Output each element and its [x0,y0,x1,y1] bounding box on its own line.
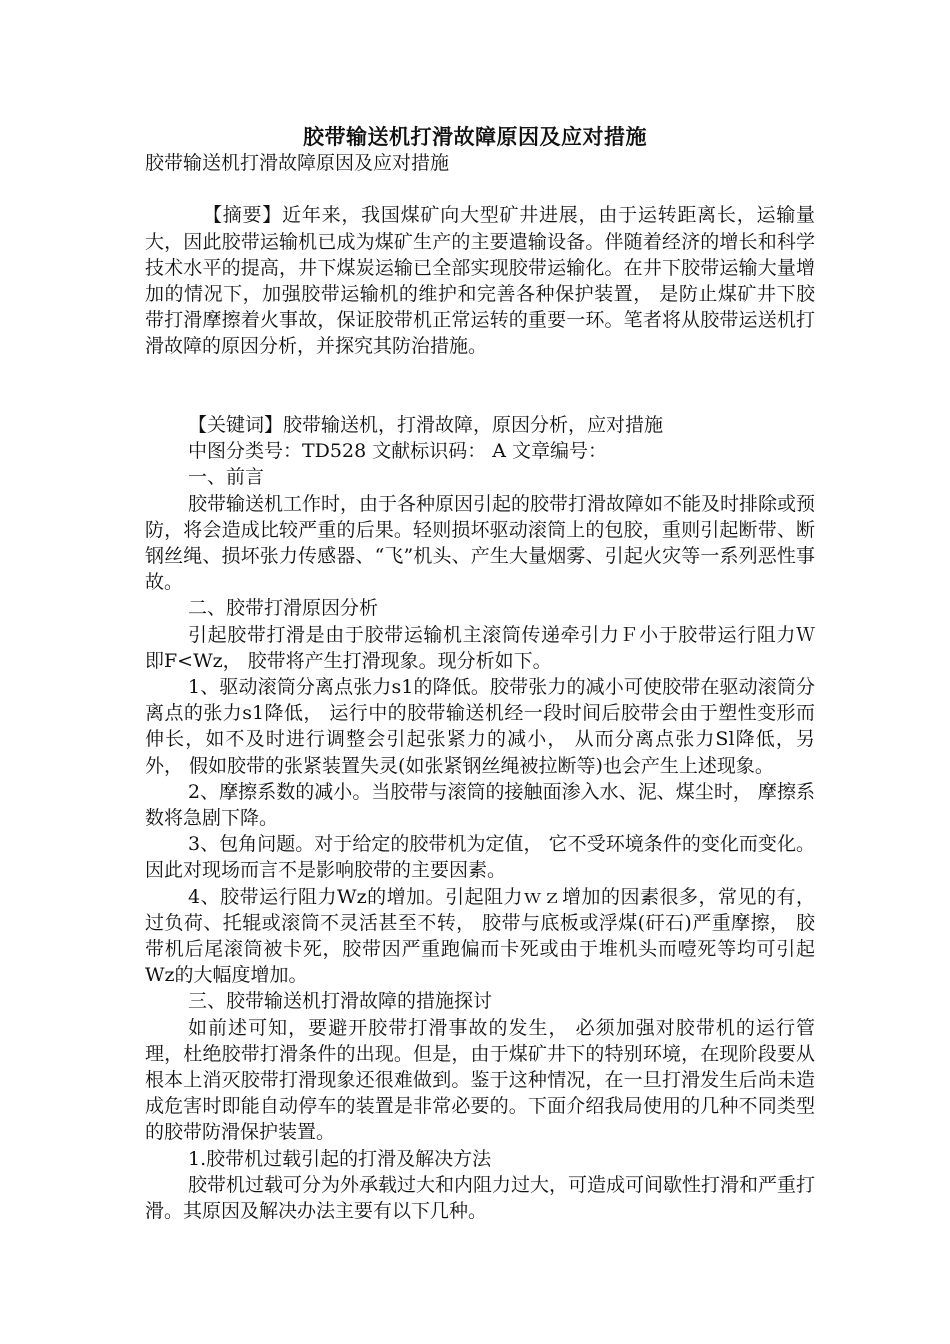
document-body [145,150,815,1224]
keywords-line: 【关键词】胶带输送机，打滑故障，原因分析，应对措施 [188,413,664,436]
section-heading-intro: 一、前言 [188,466,265,489]
document-title: 胶带输送机打滑故障原因及应对措施 [303,124,647,149]
section-heading-cause: 二、胶带打滑原因分析 [188,597,379,620]
paragraph: 引起胶带打滑是由于胶带运输机主滚筒传递牵引力Ｆ小于胶带运行阻力Ｗ 即F<Wz， 胶带将产生打滑现象。现分析如下。 [145,623,815,672]
blank-line [145,360,815,386]
paragraph: 如前述可知，要避开胶带打滑事故的发生， 必须加强对胶带机的运行管理，杜绝胶带打滑条件的出现。但是，由于煤矿井下的特别环境，在现阶段要从根本上消灭胶带打滑现象还很难做到。鉴于这种情况，在一旦打滑发生后尚未造成危害时即能自动停车的装置是非常必要的。下面介绍我局使用的几种不同类型的胶带防滑保护装置。 [145,1016,815,1144]
classification-line: 中图分类号：TD528 文献标识码： A 文章编号： [188,440,608,463]
document-subtitle: 胶带输送机打滑故障原因及应对措施 [145,152,450,174]
paragraph: 4、胶带运行阻力Wz的增加。引起阻力ｗｚ增加的因素很多，常见的有， 过负荷、托辊或滚筒不灵活甚至不转， 胶带与底板或浮煤(矸石)严重摩擦， 胶带机后尾滚筒被卡死，胶带因严重跑偏而卡死或由于堆机头而噎死等均可引起Wz的大幅度增加。 [145,885,815,987]
paragraph: 3、包角问题。对于给定的胶带机为定值， 它不受环境条件的变化而变化。因此对现场而言不是影响胶带的主要因素。 [145,833,815,882]
section-heading-measures: 三、胶带输送机打滑故障的措施探讨 [188,990,493,1013]
blank-line [145,176,815,202]
paragraph: 2、摩擦系数的减小。当胶带与滚筒的接触面渗入水、泥、煤尘时， 摩擦系数将急剧下降。 [145,780,815,830]
paragraph: 1、驱动滚筒分离点张力s1的降低。胶带张力的减小可使胶带在驱动滚筒分离点的张力s1降低， 运行中的胶带输送机经一段时间后胶带会由于塑性变形而伸长，如不及时进行调整会引起张紧力的减小， 从而分离点张力Sl降低，另外， 假如胶带的张紧装置失灵(如张紧钢丝绳被拉断等)也会产生上述现象。 [145,676,815,777]
subsection-heading: 1.胶带机过载引起的打滑及解决方法 [188,1147,492,1170]
paragraph: 胶带输送机工作时，由于各种原因引起的胶带打滑故障如不能及时排除或预防，将会造成比较严重的后果。轻则损坏驱动滚筒上的包胶，重则引起断带、断钢丝绳、损坏张力传感器、“飞”机头、产生大量烟雾、引起火灾等一系列恶性事故。 [145,492,816,594]
abstract-paragraph: 【摘要】近年来，我国煤矿向大型矿井进展，由于运转距离长，运输量大，因此胶带运输机已成为煤矿生产的主要遣输设备。伴随着经济的增长和科学技术水平的提高，井下煤炭运输已全部实现胶带运输化。在井下胶带运输大量增加的情况下，加强胶带运输机的维护和完善各种保护装置， 是防止煤矿井下胶带打滑摩擦着火事故，保证胶带机正常运转的重要一环。笔者将从胶带运送机打滑故障的原因分析，并探究其防治措施。 [145,204,815,358]
paragraph: 胶带机过载可分为外承载过大和内阻力过大，可造成可间歇性打滑和严重打滑。其原因及解决办法主要有以下几种。 [145,1173,816,1223]
blank-line [145,386,815,412]
